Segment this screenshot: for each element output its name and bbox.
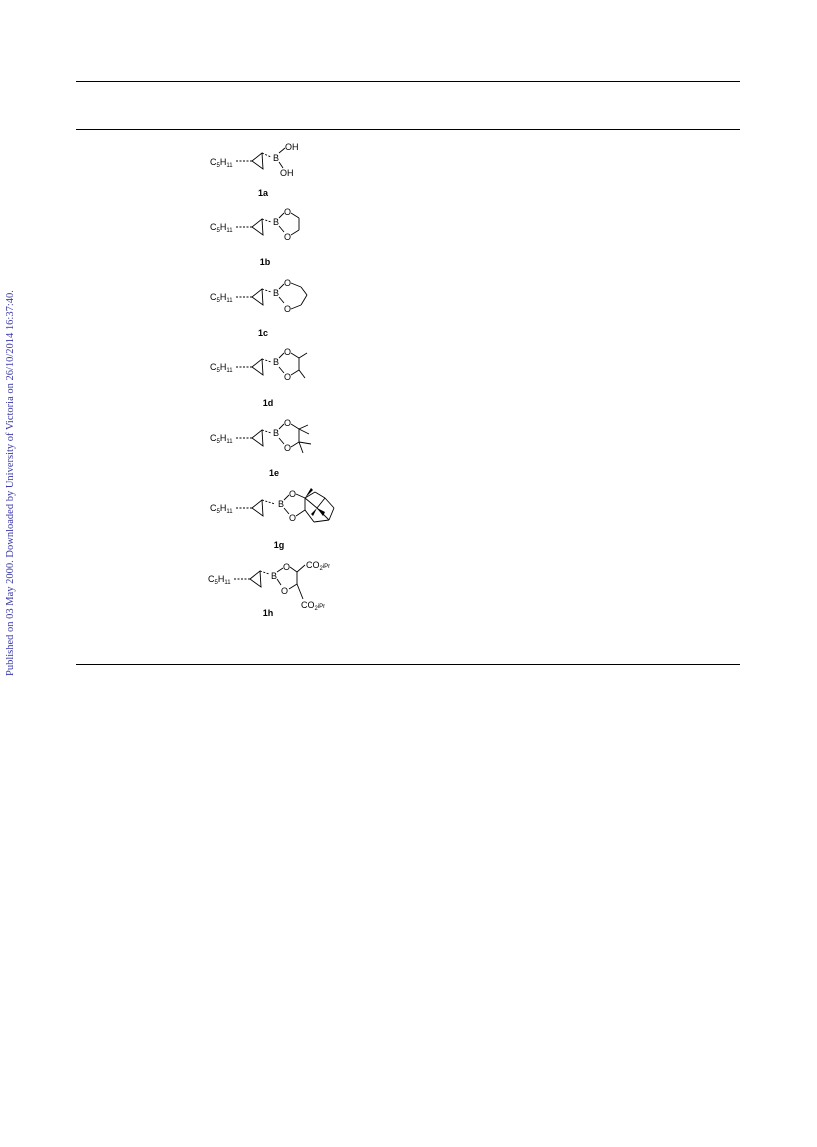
oxygen-atom: O	[284, 232, 292, 242]
oxygen-atom: O	[284, 347, 292, 357]
c5h11-group: $C_5H_{11}$	[210, 433, 233, 445]
hydroxyl-group: OH	[285, 142, 299, 152]
c5h11-group: $C_5H_{11}$	[210, 362, 233, 374]
oxygen-atom: O	[284, 278, 292, 288]
structure-1d	[195, 345, 325, 393]
compound-label: 1h	[262, 608, 274, 618]
c5h11-group: $C_5H_{11}$	[210, 503, 233, 515]
oxygen-atom: O	[284, 443, 292, 453]
oxygen-atom: O	[284, 418, 292, 428]
compound-label: 1e	[268, 468, 279, 478]
boron-atom: B	[278, 499, 285, 509]
oxygen-atom: O	[284, 304, 292, 314]
structure-1e	[195, 417, 325, 465]
compound-label: 1c	[257, 328, 268, 338]
structure-1h	[195, 557, 355, 613]
oxygen-atom: O	[281, 586, 289, 596]
compound-label: 1d	[262, 398, 274, 408]
compound-label: 1b	[259, 257, 271, 267]
cyclopropane-ring	[236, 492, 334, 522]
download-notice: Published on 03 May 2000. Downloaded by University of Victoria on 26/10/2014 16:37:40.	[5, 290, 16, 676]
structure-1b	[195, 205, 315, 250]
hydroxyl-group: OH	[280, 168, 294, 178]
boron-atom: B	[273, 288, 280, 298]
cyclopropane-ring	[236, 353, 307, 378]
table-top-rule	[76, 81, 740, 82]
oxygen-atom: O	[284, 372, 292, 382]
oxygen-atom: O	[284, 207, 292, 217]
table-header-rule	[76, 129, 740, 130]
boron-atom: B	[273, 357, 280, 367]
boron-atom: B	[273, 153, 280, 163]
compound-label: 1g	[273, 540, 285, 550]
structure-1g	[195, 484, 345, 534]
c5h11-group: $C_5H_{11}$	[210, 157, 233, 169]
ester-group: $CO_2^{iPr}$	[306, 560, 331, 572]
ester-group: $CO_2^{iPr}$	[301, 600, 326, 612]
oxygen-atom: O	[283, 562, 291, 572]
compound-label: 1a	[257, 188, 268, 198]
boron-atom: B	[271, 571, 278, 581]
boron-atom: B	[273, 217, 280, 227]
c5h11-group: $C_5H_{11}$	[210, 292, 233, 304]
oxygen-atom: O	[289, 513, 297, 523]
c5h11-group: $C_5H_{11}$	[208, 574, 231, 586]
structure-1a	[195, 140, 315, 182]
c5h11-group: $C_5H_{11}$	[210, 222, 233, 234]
table-bottom-rule	[76, 664, 740, 665]
cyclopropane-ring	[236, 283, 307, 309]
structure-1c	[195, 275, 325, 320]
cyclopropane-ring	[234, 565, 305, 599]
boron-atom: B	[273, 428, 280, 438]
oxygen-atom: O	[289, 489, 297, 499]
